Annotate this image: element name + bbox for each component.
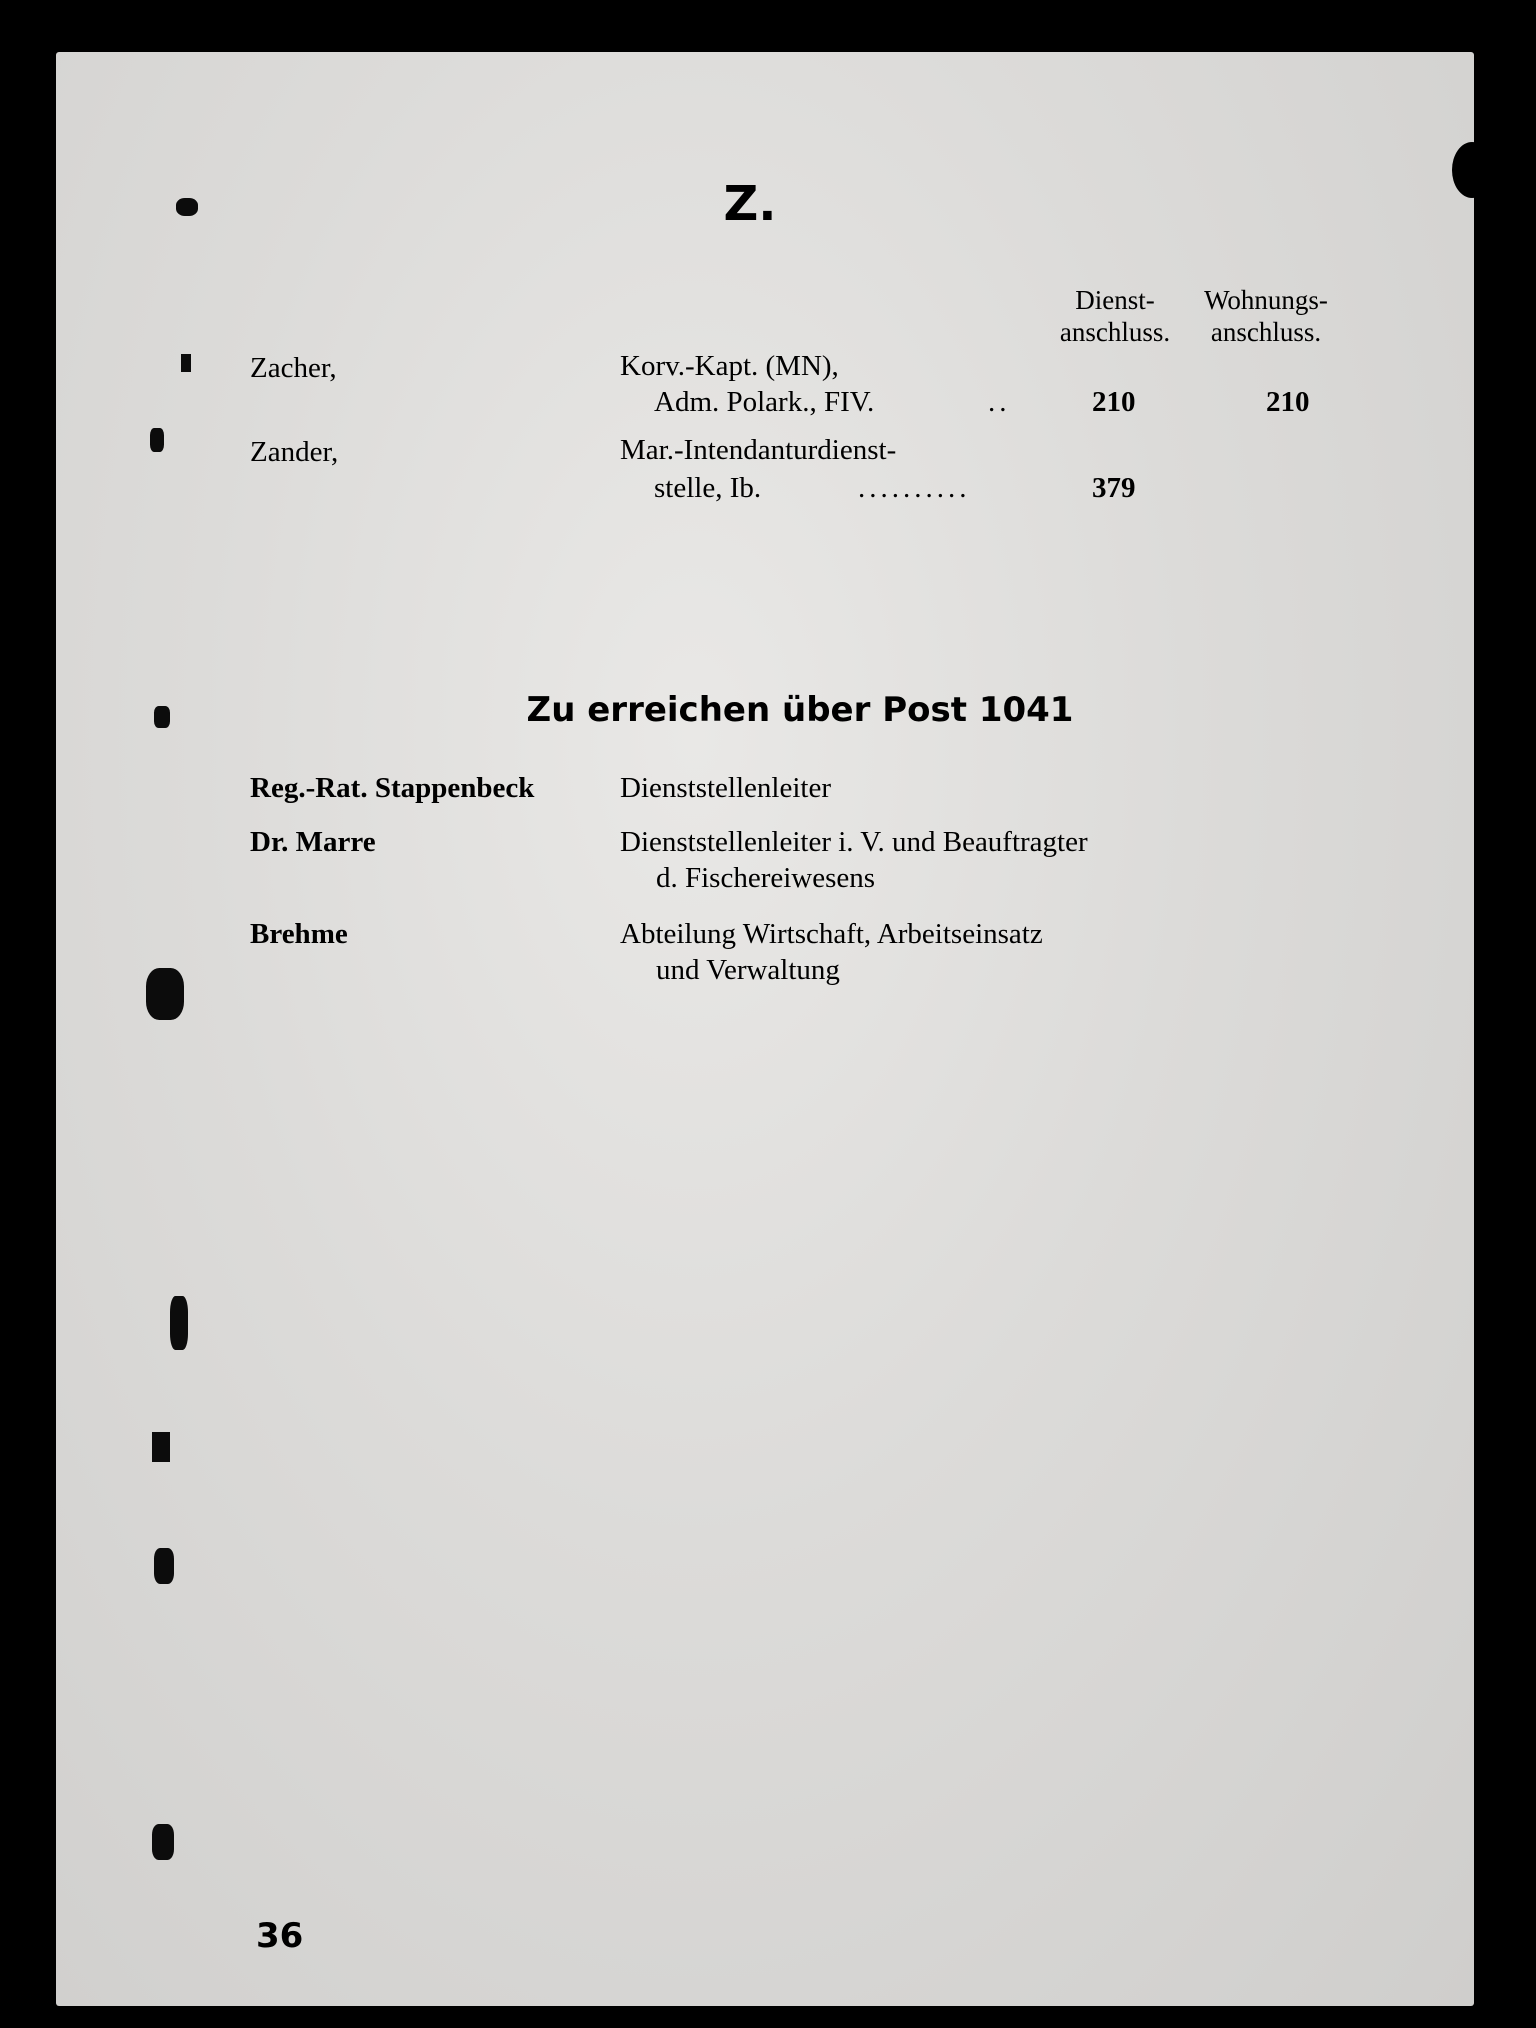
column-header-line: Wohnungs- [1204, 285, 1328, 315]
dienst-number: 210 [1092, 386, 1136, 418]
entry-name: Zander, [250, 436, 339, 468]
entry-name: Zacher, [250, 352, 337, 384]
entry-description-line: Adm. Polark., FIV. [654, 386, 875, 418]
contact-role-line: und Verwaltung [656, 954, 840, 986]
entry-description-line: Korv.-Kapt. (MN), [620, 350, 839, 382]
column-header-line: Dienst- [1075, 285, 1155, 315]
contact-role-line: Dienststellenleiter i. V. und Beauftragter [620, 826, 1088, 858]
column-header-dienstanschluss [1040, 284, 1190, 348]
dienst-number: 379 [1092, 472, 1136, 504]
binding-hole [150, 428, 164, 452]
binding-hole [154, 1548, 174, 1584]
contact-role-line: d. Fischereiwesens [656, 862, 876, 894]
binding-hole [181, 354, 191, 372]
column-header-line: anschluss. [1059, 317, 1171, 347]
contact-name: Brehme [250, 918, 348, 950]
contact-name: Reg.-Rat. Stappenbeck [250, 772, 535, 804]
column-header-line: anschluss. [1210, 317, 1322, 347]
section-title: Zu erreichen über Post 1041 [526, 690, 1074, 730]
contact-role-line: Abteilung Wirtschaft, Arbeitseinsatz [620, 918, 1043, 950]
entry-description-line: Mar.-Intendanturdienst- [620, 434, 897, 466]
binding-hole [152, 1824, 174, 1860]
contact-name: Dr. Marre [250, 826, 376, 858]
wohnung-number: 210 [1266, 386, 1310, 418]
contact-role-line: Dienststellenleiter [620, 772, 831, 804]
binding-hole [146, 968, 184, 1020]
column-header-wohnungsanschluss [1186, 284, 1346, 348]
binding-hole [152, 1432, 170, 1462]
binding-hole [170, 1296, 188, 1350]
section-letter: Z. [723, 176, 777, 232]
dot-leaders: .......... [858, 472, 971, 504]
entry-description-line: stelle, Ib. [654, 472, 762, 504]
dot-leaders: .. [988, 386, 1011, 418]
page-number: 36 [256, 1916, 304, 1956]
